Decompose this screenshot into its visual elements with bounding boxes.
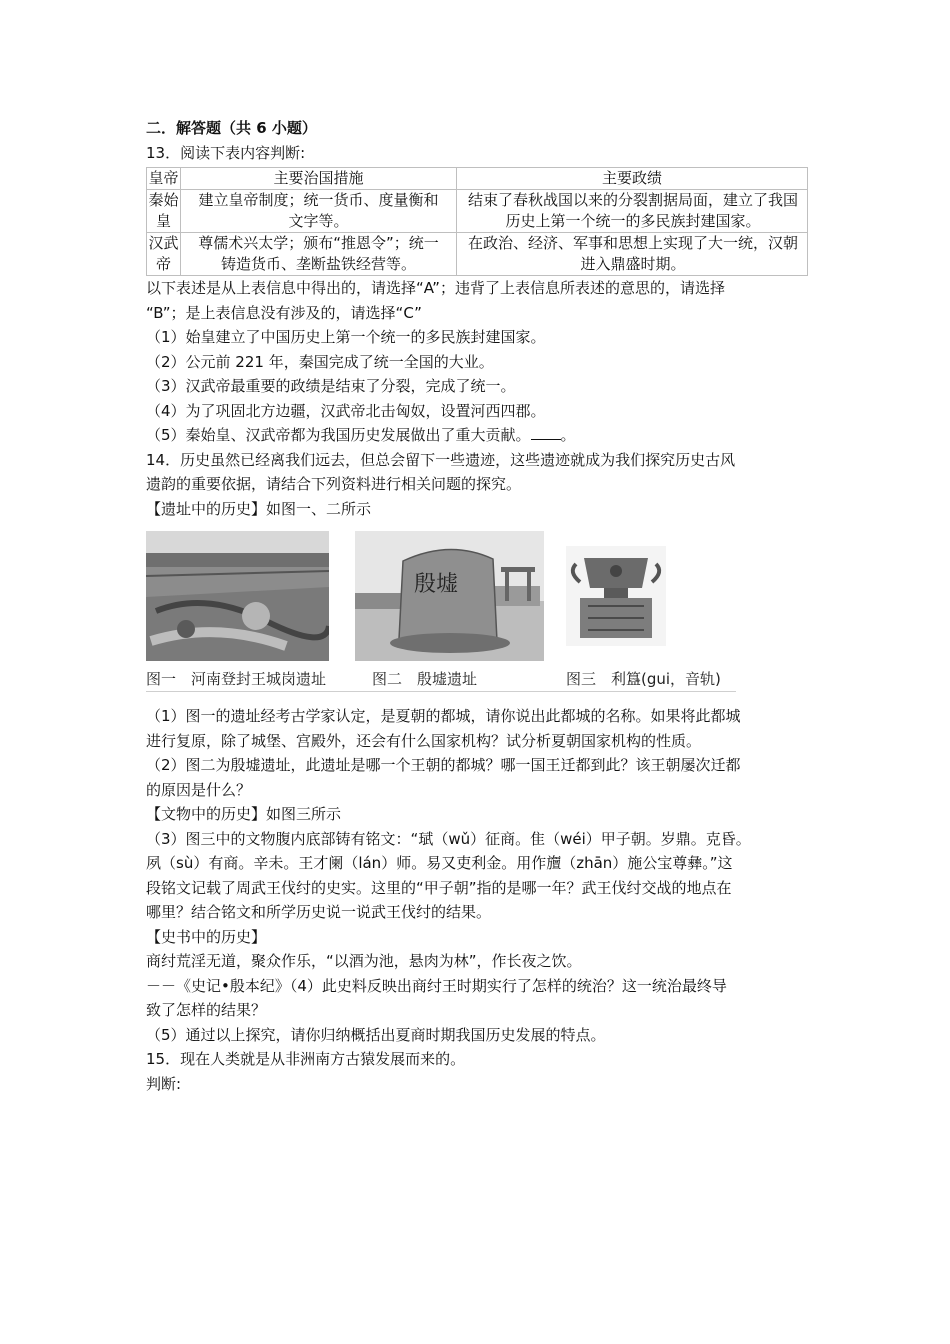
q13-instruction: 以下表述是从上表信息中得出的，请选择“A”；违背了上表信息所表述的意思的，请选择 (146, 279, 725, 297)
q13-instruction: “B”；是上表信息没有涉及的，请选择“C” (146, 303, 422, 322)
q14-part3: 哪里？结合铭文和所学历史说一说武王伐纣的结果。 (146, 903, 492, 921)
q14-intro: 14．历史虽然已经离我们远去，但总会留下一些遗迹，这些遗迹就成为我们探究历史古风 (146, 450, 736, 469)
header-results: 主要政绩 (456, 168, 807, 190)
header-measures: 主要治国措施 (181, 168, 457, 190)
q14-part2: （2）图二为殷墟遗址，此遗址是哪一个王朝的都城？哪一国王迁都到此？该王朝屡次迁都 (146, 756, 741, 774)
q14-part3: 段铭文记载了周武王伐纣的史实。这里的“甲子朝”指的是哪一年？武王伐纣交战的地点在 (146, 878, 732, 897)
answer-blank[interactable] (531, 425, 561, 440)
q13-table (146, 167, 808, 276)
figure-3-photo (566, 546, 666, 646)
figure-3-caption: 图三 利簋(gui，音轨) (566, 670, 721, 688)
q13-intro: 13．阅读下表内容判断: (146, 143, 306, 162)
exam-page (146, 112, 808, 1096)
row-emperor: 秦始皇 (147, 190, 181, 233)
q13-item: （1）始皇建立了中国历史上第一个统一的多民族封建国家。 (146, 328, 546, 346)
q14-quote: 商纣荒淫无道，聚众作乐，“以酒为池，悬肉为林”，作长夜之饮。 (146, 952, 582, 970)
q14-part3: 夙（sù）有商。辛未。王才阑（lán）师。易又吏利金。用作旜（zhān）施公宝尊彝。”这 (146, 854, 733, 872)
table-row (147, 190, 808, 233)
figure-1-caption: 图一 河南登封王城岗遗址 (146, 670, 327, 688)
q14-part4: －－《史记•殷本纪》（4）此史料反映出商纣王时期实行了怎样的统治？这一统治最终导 (146, 976, 727, 995)
q13-item-text: （5）秦始皇、汉武帝都为我国历史发展做出了重大贡献。 (146, 426, 531, 444)
q14-section-heading: 【遗址中的历史】如图一、二所示 (146, 499, 372, 518)
q15-judge-label: 判断: (146, 1074, 182, 1093)
row-measures: 建立皇帝制度；统一货币、度量衡和文字等。 (181, 190, 457, 233)
q14-part1: （1）图一的遗址经考古学家认定，是夏朝的都城，请你说出此都城的名称。如果将此都城 (146, 707, 741, 725)
figure-2-caption: 图二 殷墟遗址 (372, 670, 478, 688)
q14-part1: 进行复原，除了城堡、宫殿外，还会有什么国家机构？试分析夏朝国家机构的性质。 (146, 731, 702, 750)
q13-item: （4）为了巩固北方边疆，汉武帝北击匈奴，设置河西四郡。 (146, 401, 546, 420)
table-row (147, 233, 808, 276)
section-title: 二．解答题（共 6 小题） (146, 119, 317, 137)
row-results: 在政治、经济、军事和思想上实现了大一统，汉朝进入鼎盛时期。 (456, 233, 807, 276)
q15-question: 15．现在人类就是从非洲南方古猿发展而来的。 (146, 1050, 466, 1068)
q14-part2: 的原因是什么？ (146, 780, 252, 799)
stone-inscription: 殷墟 (414, 572, 459, 597)
item-end: 。 (560, 426, 576, 444)
q13-item: （2）公元前 221 年，秦国完成了统一全国的大业。 (146, 352, 494, 371)
row-emperor: 汉武帝 (147, 233, 181, 276)
q14-part3: （3）图三中的文物腹内底部铸有铭文：“珷（wǔ）征商。隹（wéi）甲子朝。岁鼎。克昏。 (146, 829, 751, 848)
row-results: 结束了春秋战国以来的分裂割据局面，建立了我国历史上第一个统一的多民族封建国家。 (456, 190, 807, 233)
q13-item (146, 423, 808, 448)
q14-section-heading: 【文物中的历史】如图三所示 (146, 805, 342, 823)
q14-intro: 遗韵的重要依据，请结合下列资料进行相关问题的探究。 (146, 475, 522, 493)
row-measures: 尊儒术兴太学；颁布“推恩令”；统一铸造货币、垄断盐铁经营等。 (181, 233, 457, 276)
q14-part4: 致了怎样的结果？ (146, 1001, 267, 1019)
q13-item: （3）汉武帝最重要的政绩是结束了分裂，完成了统一。 (146, 377, 516, 395)
figure-1-photo (146, 531, 329, 661)
q14-section-heading: 【史书中的历史】 (146, 927, 267, 946)
table-header-row (147, 168, 808, 190)
q14-part5: （5）通过以上探究，请你归纳概括出夏商时期我国历史发展的特点。 (146, 1025, 606, 1044)
figure-strip (146, 531, 736, 692)
header-emperor: 皇帝 (147, 168, 181, 190)
